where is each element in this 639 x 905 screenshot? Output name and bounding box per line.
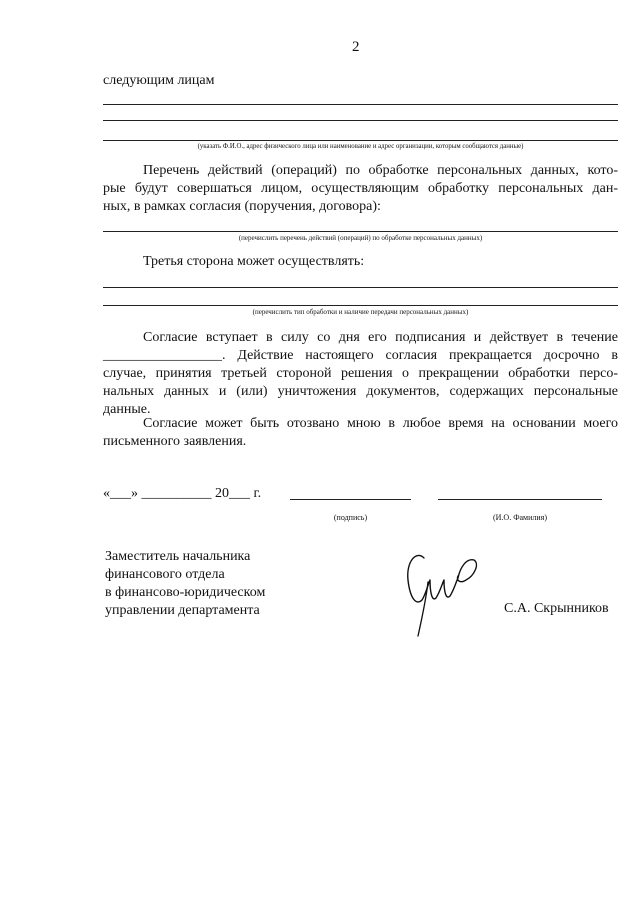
- position-line-3: в финансово-юридическом: [105, 585, 266, 600]
- signature-line[interactable]: [290, 499, 411, 500]
- validity-line-4: нальных данных и (или) уничтожения документов, содержащих персональные: [103, 384, 618, 399]
- name-caption: (И.О. Фамилия): [492, 513, 548, 522]
- page-number: 2: [352, 39, 360, 55]
- third-party-label: Третья сторона может осуществлять:: [143, 254, 365, 269]
- actions-line-2: рые будут совершаться лицом, осуществляющим обработку персональных дан-: [103, 181, 618, 196]
- revocation-line-2: письменного заявления.: [103, 434, 247, 449]
- third-party-line-2[interactable]: [103, 305, 618, 306]
- validity-paragraph: [103, 329, 618, 419]
- date-field[interactable]: «___» __________ 20___ г.: [103, 486, 262, 501]
- recipients-line-2[interactable]: [103, 120, 618, 121]
- name-line[interactable]: [438, 499, 602, 500]
- actions-line-3: ных, в рамках согласия (поручения, договора):: [103, 199, 381, 214]
- recipients-label: следующим лицам: [103, 73, 215, 88]
- actions-input-line[interactable]: [103, 231, 618, 232]
- validity-line-5: данные.: [103, 402, 151, 417]
- position-line-2: финансового отдела: [105, 567, 225, 582]
- actions-hint: (перечислить перечень действий (операций) по обработке персональных данных): [238, 234, 483, 242]
- actions-paragraph: [103, 162, 618, 216]
- official-position: [105, 548, 265, 620]
- recipients-line-1[interactable]: [103, 104, 618, 105]
- third-party-line-1[interactable]: [103, 287, 618, 288]
- actions-line-1: Перечень действий (операций) по обработке персональных данных, кото-: [143, 163, 618, 178]
- position-line-1: Заместитель начальника: [105, 549, 251, 564]
- recipients-line-3[interactable]: [103, 140, 618, 141]
- handwritten-signature: [400, 540, 490, 640]
- position-line-4: управлении департамента: [105, 603, 260, 618]
- signature-caption: (подпись): [333, 513, 368, 522]
- validity-line-3: случае, принятия третьей стороной решения о прекращении обработки персо-: [103, 366, 618, 381]
- recipients-hint: (указать Ф.И.О., адрес физического лица или наименование и адрес организации, которым сообщаются данные): [197, 143, 524, 150]
- revocation-paragraph: [103, 415, 618, 451]
- third-party-hint: (перечислить тип обработки и наличие передачи персональных данных): [252, 308, 469, 316]
- revocation-line-1: Согласие может быть отозвано мною в любое время на основании моего: [143, 416, 618, 431]
- official-name: С.А. Скрынников: [504, 601, 609, 616]
- validity-line-2: _________________. Действие настоящего согласия прекращается досрочно в: [103, 348, 618, 363]
- validity-line-1: Согласие вступает в силу со дня его подписания и действует в течение: [143, 330, 618, 345]
